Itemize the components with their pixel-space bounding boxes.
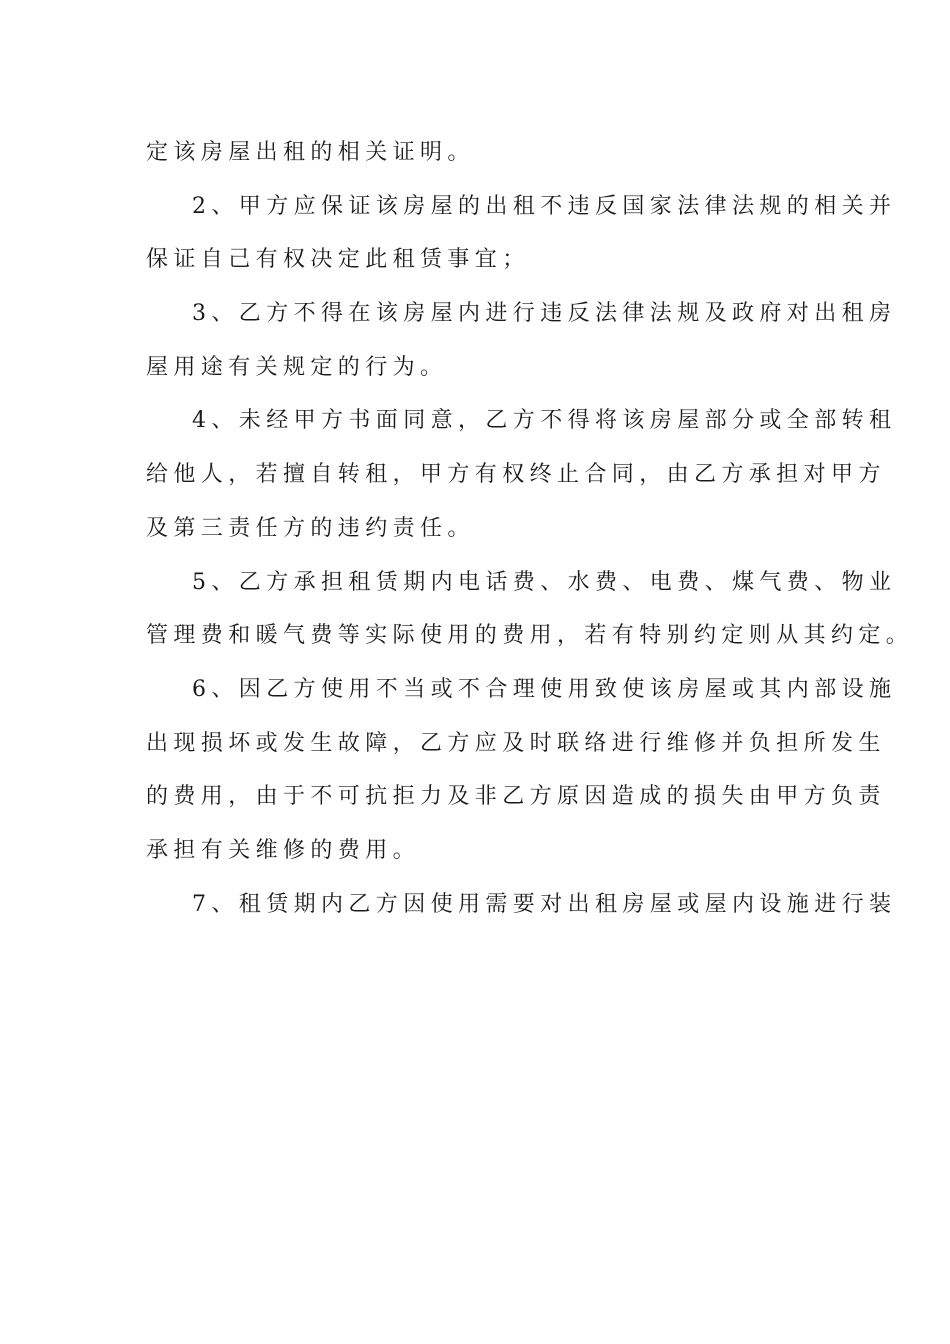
text-line: 定该房屋出租的相关证明。 (146, 140, 475, 165)
paragraph-start-line: 6、因乙方使用不当或不合理使用致使该房屋或其内部设施 (192, 676, 897, 702)
paragraph-start-line: 5、乙方承担租赁期内电话费、水费、电费、煤气费、物业 (192, 569, 897, 595)
paragraph-start-line: 2、甲方应保证该房屋的出租不违反国家法律法规的相关并 (192, 193, 897, 219)
text-line: 给他人，若擅自转租，甲方有权终止合同，由乙方承担对甲方 (146, 462, 886, 488)
paragraph-start-line: 4、未经甲方书面同意，乙方不得将该房屋部分或全部转租 (192, 408, 897, 434)
text-line: 及第三责任方的违约责任。 (146, 515, 475, 541)
paragraph-start-line: 3、乙方不得在该房屋内进行违反法律法规及政府对出租房 (192, 301, 897, 327)
text-line: 屋用途有关规定的行为。 (146, 354, 448, 380)
text-line: 保证自己有权决定此租赁事宜； (146, 247, 530, 273)
text-line: 出现损坏或发生故障，乙方应及时联络进行维修并负担所发生 (146, 730, 886, 756)
text-line: 承担有关维修的费用。 (146, 837, 421, 863)
paragraph-start-line: 7、租赁期内乙方因使用需要对出租房屋或屋内设施进行装 (192, 891, 897, 917)
text-line: 管理费和暖气费等实际使用的费用，若有特别约定则从其约定。 (146, 623, 914, 649)
document-body (146, 130, 914, 935)
text-line: 的费用，由于不可抗拒力及非乙方原因造成的损失由甲方负责 (146, 784, 886, 810)
